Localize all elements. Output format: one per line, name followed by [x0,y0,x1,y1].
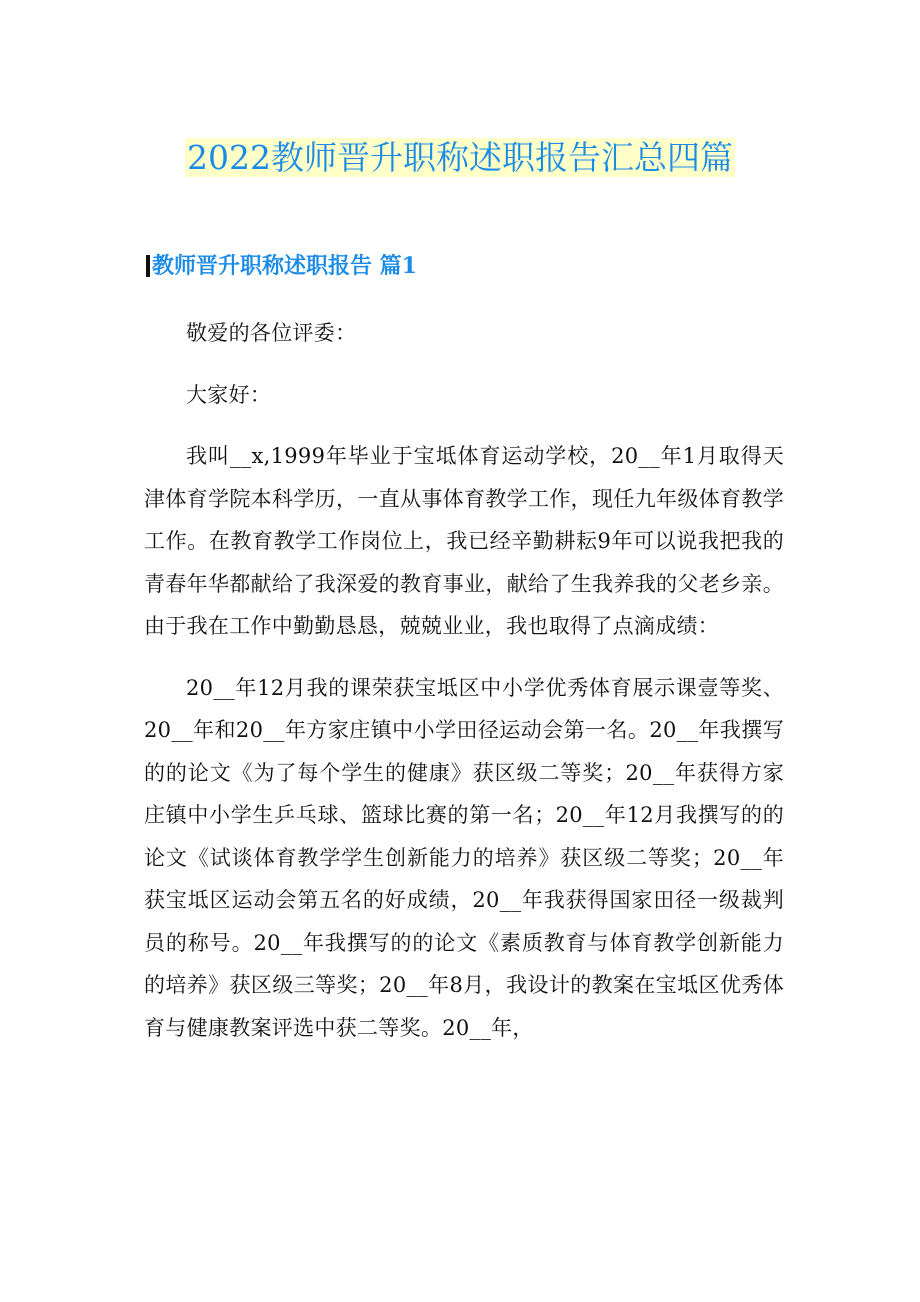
section-heading-text: 教师晋升职称述职报告 篇1 [152,253,417,279]
document-title [0,136,920,180]
heading-marker-bar [146,255,150,277]
section-heading [146,250,417,282]
document-body [144,312,784,1049]
greeting: 大家好： [186,382,272,407]
salutation: 敬爱的各位评委： [186,321,357,345]
paragraph: 我叫__x,1999年毕业于宝坻体育运动学校，20__年1月取得天津体育学院本科学历，一直从事体育教学工作，现任九年级体育教学工作。在教育教学工作岗位上，我已经辛勤耕耘9年可以说我把我的青春年华都献给了我深爱的教育事业，献给了生我养我的父老乡亲。由于我在工作中勤勤恳恳，兢兢业业，我也取得了点滴成绩： [144,444,784,638]
paragraph: 20__年12月我的课荣获宝坻区中小学优秀体育展示课壹等奖、20__年和20__年方家庄镇中小学田径运动会第一名。20__年我撰写的的论文《为了每个学生的健康》获区级二等奖；20__年获得方家庄镇中小学生乒乓球、篮球比赛的第一名；20__年12月我撰写的的论文《试谈体育教学学生创新能力的培养》获区级二等奖；20__年获宝坻区运动会第五名的好成绩，20__年我获得国家田径一级裁判员的称号。20__年我撰写的的论文《素质教育与体育教学创新能力的培养》获区级三等奖；20__年8月，我设计的教案在宝坻区优秀体育与健康教案评选中获二等奖。20__年， [144,675,784,1040]
document-title-text: 2022教师晋升职称述职报告汇总四篇 [187,138,733,177]
